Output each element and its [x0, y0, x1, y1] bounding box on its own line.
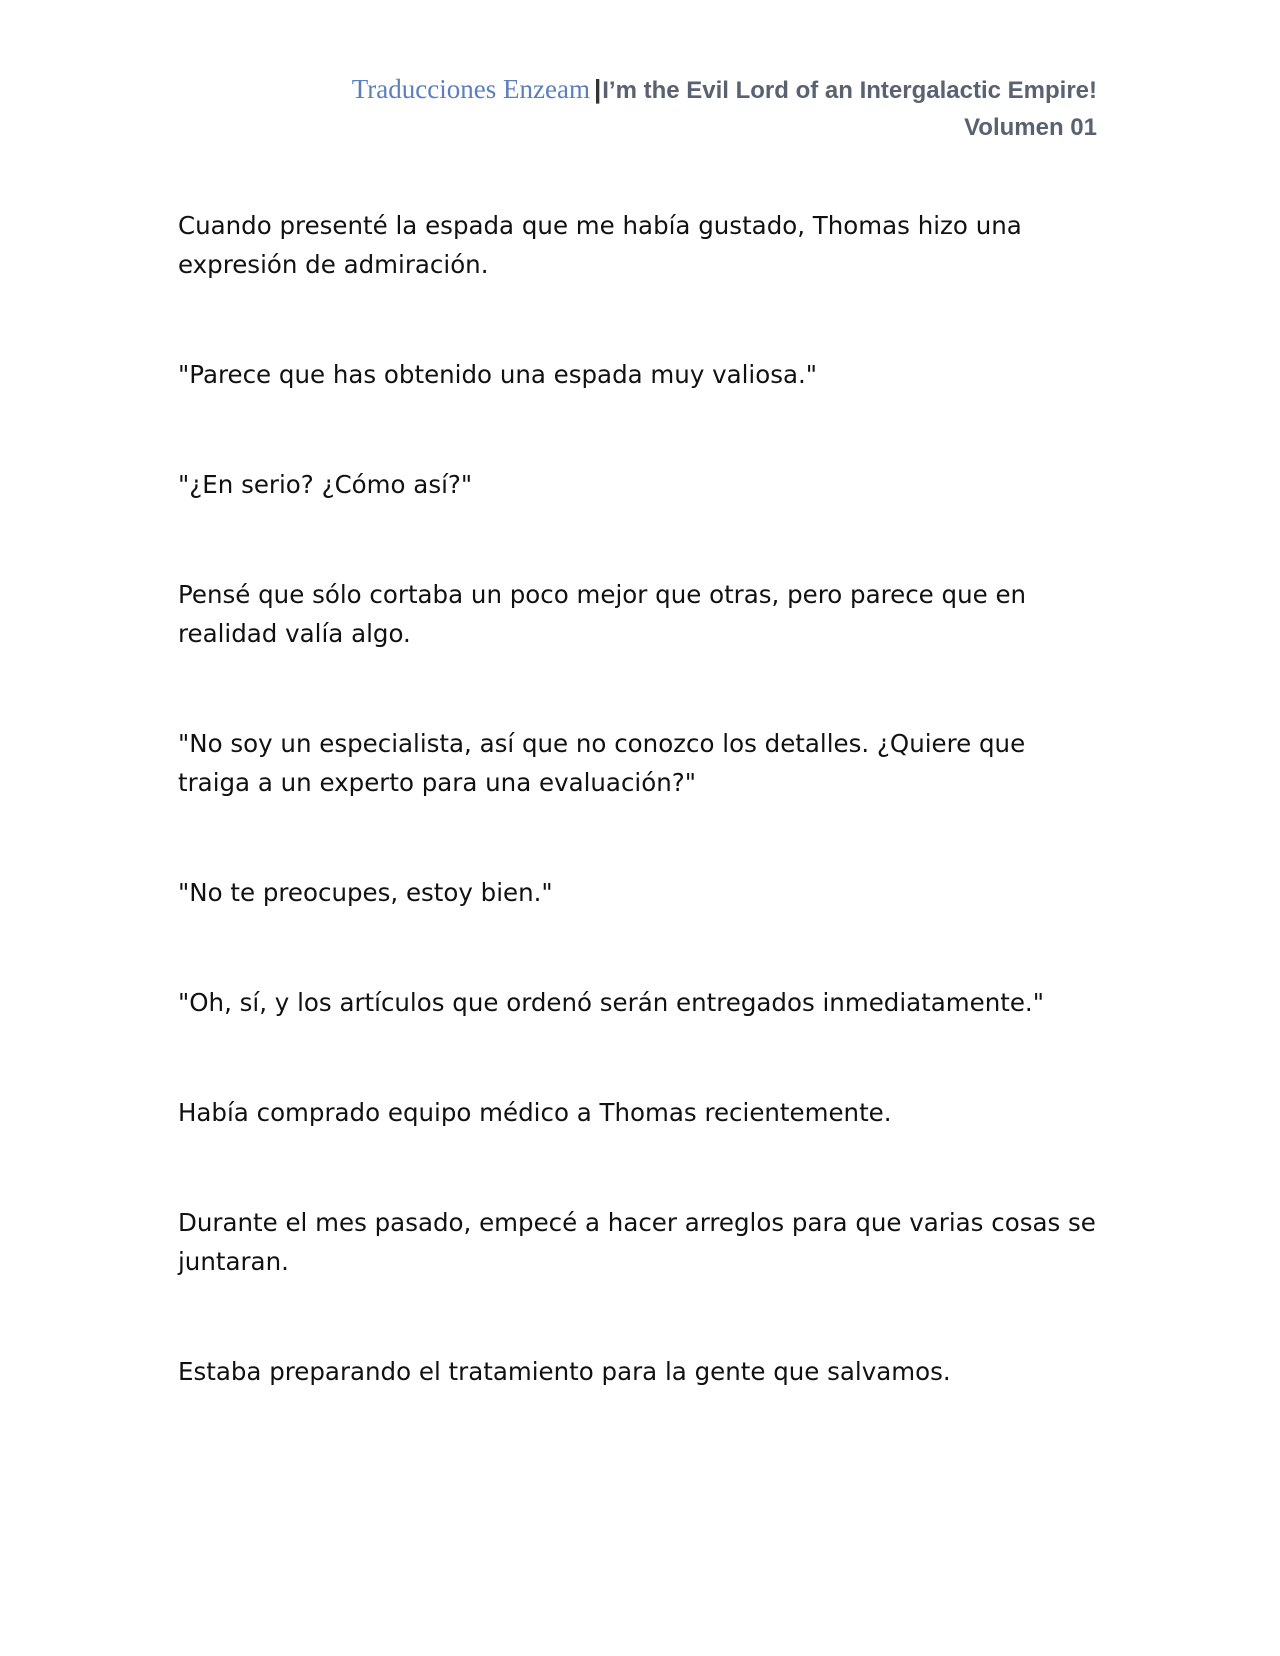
- header-volume: Volumen 01: [964, 114, 1097, 141]
- paragraph: Había comprado equipo médico a Thomas recientemente.: [178, 1098, 892, 1127]
- header-line: [197, 72, 1097, 111]
- paragraph: Estaba preparando el tratamiento para la gente que salvamos.: [178, 1357, 951, 1386]
- header-title: I’m the Evil Lord of an Intergalactic Empire!: [602, 77, 1097, 104]
- header-brand: Traducciones Enzeam: [351, 74, 590, 104]
- paragraph: Cuando presenté la espada que me había gustado, Thomas hizo una expresión de admiración.: [178, 211, 1022, 279]
- page-header: [197, 72, 1097, 145]
- paragraph: "Parece que has obtenido una espada muy valiosa.": [178, 360, 818, 389]
- header-separator: |: [593, 74, 602, 104]
- paragraph: Pensé que sólo cortaba un poco mejor que otras, pero parece que en realidad valía algo.: [178, 580, 1027, 648]
- document-body: [178, 206, 1103, 1462]
- paragraph: "No soy un especialista, así que no conozco los detalles. ¿Quiere que traiga a un experto para una evaluación?": [178, 729, 1026, 797]
- paragraph: "¿En serio? ¿Cómo así?": [178, 470, 473, 499]
- paragraph: "No te preocupes, estoy bien.": [178, 878, 553, 907]
- paragraph: Durante el mes pasado, empecé a hacer arreglos para que varias cosas se juntaran.: [178, 1208, 1096, 1276]
- paragraph: "Oh, sí, y los artículos que ordenó serán entregados inmediatamente.": [178, 988, 1044, 1017]
